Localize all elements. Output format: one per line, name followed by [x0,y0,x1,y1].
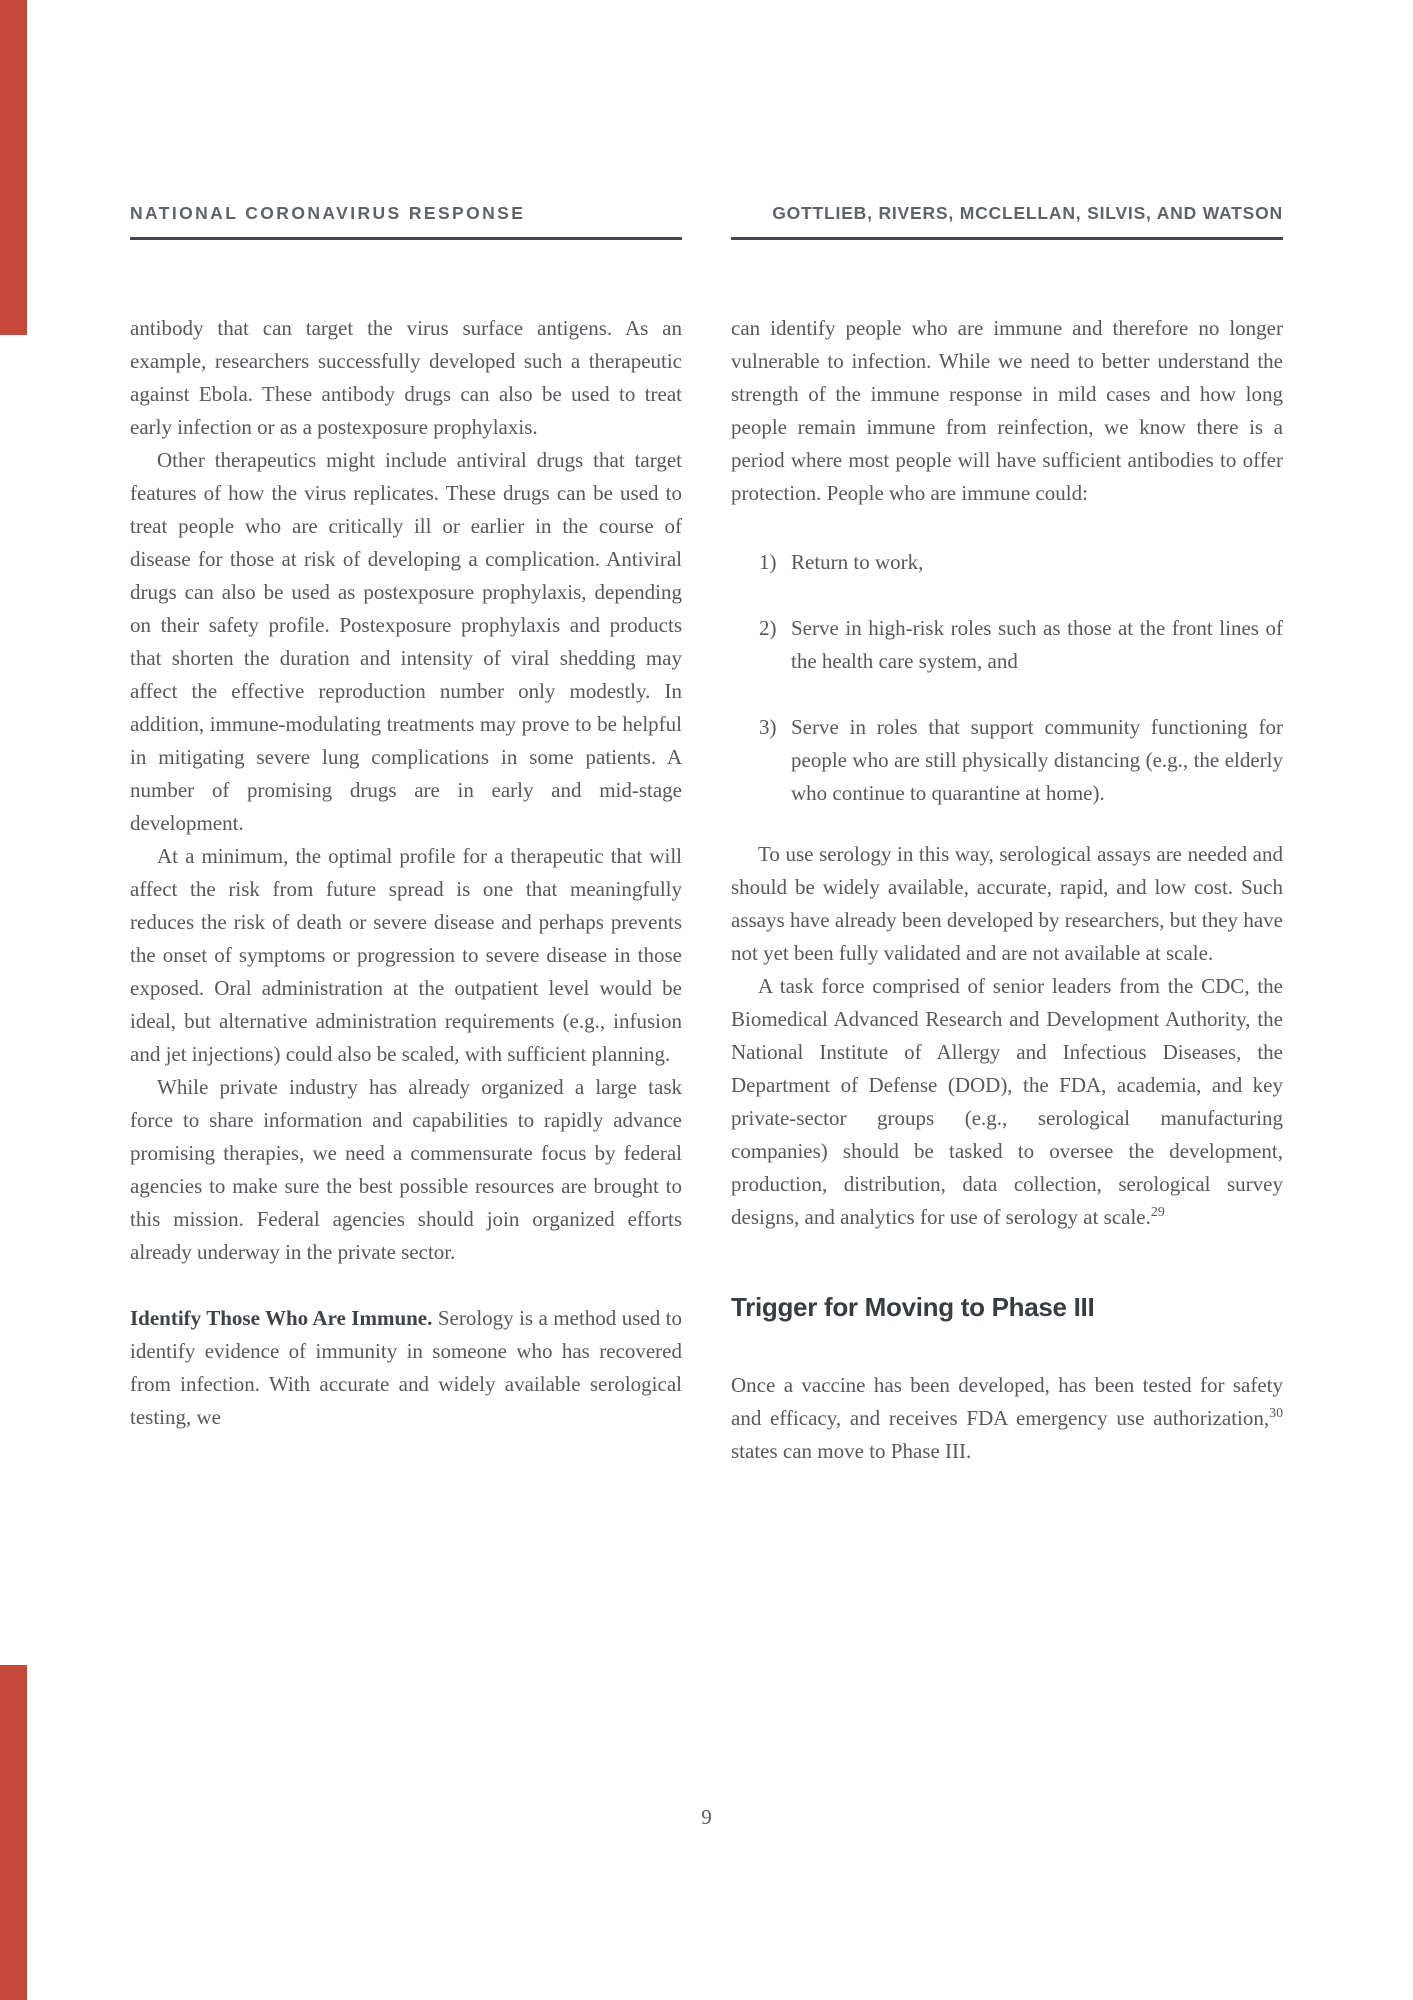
paragraph-can-identify: can identify people who are immune and therefore no longer vulnerable to infection. While we need to better understand the strength of the immune response in mild cases and how long people remain immune from reinfection, we know there is a period where most people will have sufficient antibodies to offer protection. People who are immune could: [731,316,1283,505]
paragraph-identify-immune [130,1302,682,1434]
accent-stripe-top [0,0,27,335]
paragraph-once-vaccine [731,1369,1283,1468]
page-content [130,203,1283,1468]
paragraph-serology-use: To use serology in this way, serological assays are needed and should be widely available, accurate, rapid, and low cost. Such assays have already been developed by researchers, but they have not yet been fully validated and are not available at scale. [731,842,1283,965]
bold-lead-in: Identify Those Who Are Immune. [130,1306,433,1330]
endnote-reference: 30 [1269,1405,1283,1420]
paragraph-text: Serology is a method used to identify evidence of immunity in someone who has recovered from infection. With accurate and widely available serological testing, we [130,1306,682,1429]
list-item-text: Serve in high-risk roles such as those at the front lines of the health care system, and [791,616,1283,673]
running-header-authors: GOTTLIEB, RIVERS, MCCLELLAN, SILVIS, AND WATSON [731,203,1283,240]
paragraph-private-industry: While private industry has already organized a large task force to share information and capabilities to rapidly advance promising therapies, we need a commensurate focus by federal agencies to make sure the best possible resources are brought to this mission. Federal agencies should join organized efforts already underway in the private sector. [130,1075,682,1264]
running-header [130,203,1283,240]
right-column [731,312,1283,1468]
two-column-body [130,240,1283,1468]
paragraph-text: states can move to Phase III. [731,1439,972,1463]
section-heading: Trigger for Moving to Phase III [731,1292,1095,1322]
left-column [130,312,682,1468]
list-number: 2) [759,616,777,640]
list-item-text: Serve in roles that support community functioning for people who are still physically distancing (e.g., the elderly who continue to quarantine at home). [791,715,1283,805]
paragraph-other-therapeutics: Other therapeutics might include antiviral drugs that target features of how the virus replicates. These drugs can be used to treat people who are critically ill or earlier in the course of disease for those at risk of developing a complication. Antiviral drugs can also be used as postexposure prophylaxis, depending on their safety profile. Postexposure prophylaxis and products that shorten the duration and intensity of viral shedding may affect the effective reproduction number only modestly. In addition, immune-modulating treatments may prove to be helpful in mitigating severe lung complications in some patients. A number of promising drugs are in early and mid-stage development. [130,448,682,835]
accent-stripe-bottom [0,1665,27,2000]
list-number: 1) [759,550,777,574]
list-item [731,711,1283,810]
page-number: 9 [701,1805,712,1829]
paragraph-text: Once a vaccine has been developed, has been tested for safety and efficacy, and receives FDA emergency use authorization, [731,1373,1283,1430]
paragraph-text: A task force comprised of senior leaders from the CDC, the Biomedical Advanced Research and Development Authority, the National Institute of Allergy and Infectious Diseases, the Department of Defense (DOD), the FDA, academia, and key private-sector groups (e.g., serological manufacturing companies) should be tasked to oversee the development, production, distribution, data collection, serological survey designs, and analytics for use of serology at scale. [731,974,1283,1229]
list-item [731,546,1283,579]
running-header-title: NATIONAL CORONAVIRUS RESPONSE [130,203,682,240]
numbered-list [731,546,1283,810]
list-item [731,612,1283,678]
paragraph-antibody: antibody that can target the virus surface antigens. As an example, researchers successfully developed such a therapeutic against Ebola. These antibody drugs can also be used to treat early infection or as a postexposure prophylaxis. [130,316,682,439]
list-item-text: Return to work, [791,550,924,574]
paragraph-task-force [731,970,1283,1234]
endnote-reference: 29 [1150,1204,1165,1219]
paragraph-optimal-profile: At a minimum, the optimal profile for a therapeutic that will affect the risk from future spread is one that meaningfully reduces the risk of death or severe disease and perhaps prevents the onset of symptoms or progression to severe disease in those exposed. Oral administration at the outpatient level would be ideal, but alternative administration requirements (e.g., infusion and jet injections) could also be scaled, with sufficient planning. [130,844,682,1066]
list-number: 3) [759,715,777,739]
